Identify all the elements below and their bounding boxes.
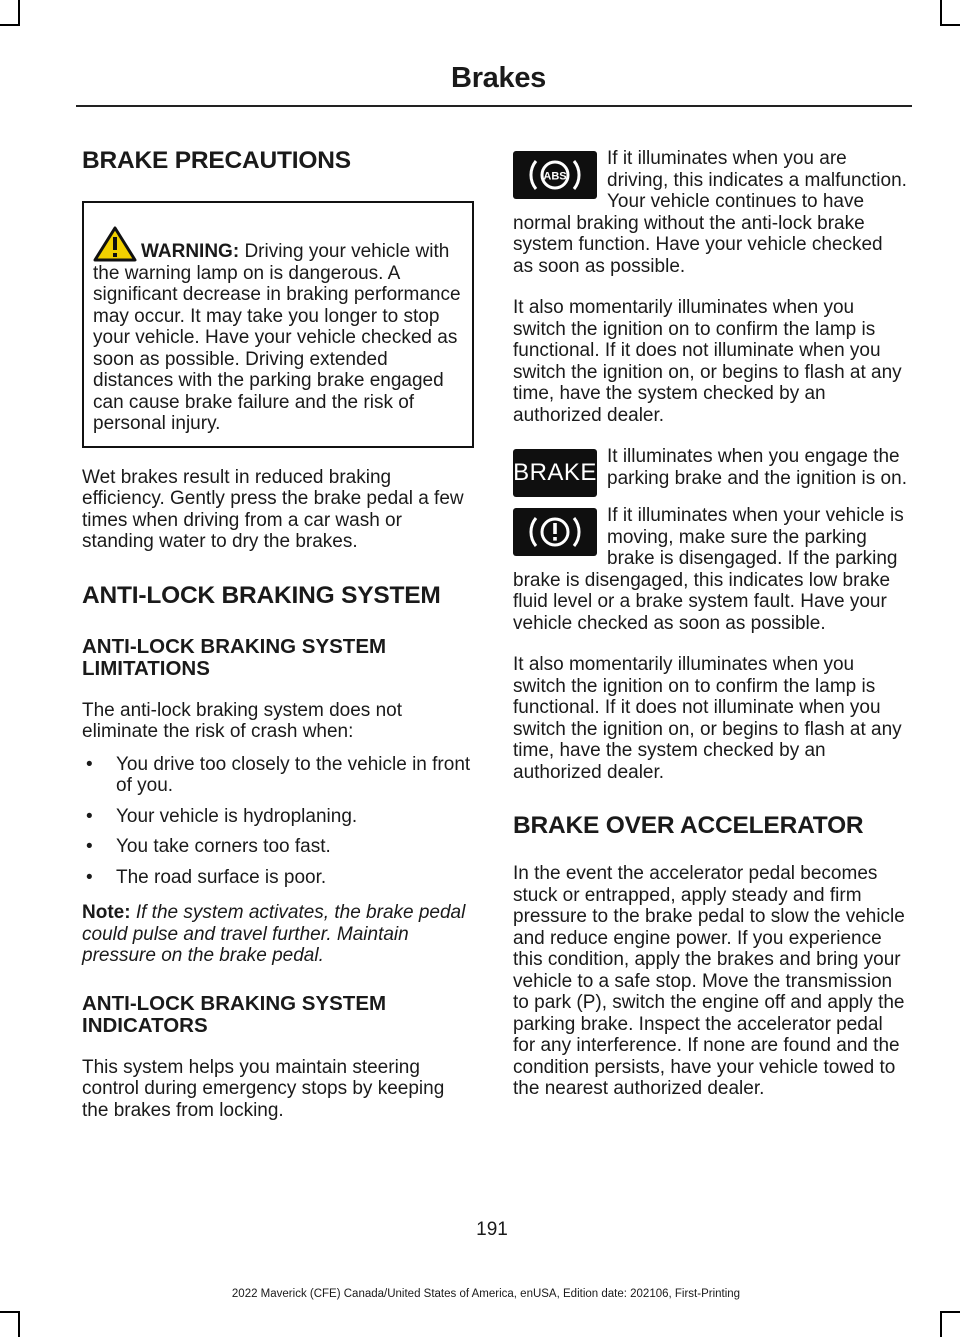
list-item: • You drive too closely to the vehicle in front of you. bbox=[86, 753, 471, 796]
warning-label: WARNING: bbox=[141, 241, 240, 262]
exclamation-circle-icon bbox=[524, 510, 586, 554]
edition-footer: 2022 Maverick (CFE) Canada/United States of America, enUSA, Edition date: 202106, First-Printing bbox=[231, 1288, 741, 1300]
brake-system-warning-lamp bbox=[513, 508, 597, 556]
svg-text:ABS: ABS bbox=[543, 170, 567, 183]
page-number: 191 bbox=[476, 1219, 508, 1240]
abs-lamp-paragraph: If it illuminates when you are driving, this indicates a malfunction. Your vehicle continues to have normal braking without the anti-lock brake system function. Have your vehicle checked as soon as possible. bbox=[513, 148, 907, 277]
crop-mark bbox=[940, 1311, 960, 1313]
heading-brake-precautions: BRAKE PRECAUTIONS bbox=[82, 147, 351, 174]
brake-lamp-block bbox=[513, 446, 907, 501]
warning-paragraph bbox=[93, 226, 463, 435]
wet-brakes-paragraph: Wet brakes result in reduced braking efficiency. Gently press the brake pedal a few times when driving from a car wash or standing water to dry the brakes. bbox=[82, 466, 464, 552]
brake-over-accelerator-paragraph: In the event the accelerator pedal becomes stuck or entrapped, apply steady and firm pressure to the brake pedal to slow the vehicle and reduce engine power. If you experience this condition, apply the brakes and bring your vehicle to a safe stop. Move the transmission to park (P), switch the engine off and apply the parking brake. Inspect the accelerator pedal for any interference. If none are found and the condition persists, have your vehicle towed to the nearest authorized dealer. bbox=[513, 863, 905, 1099]
crop-mark bbox=[940, 1311, 942, 1337]
abs-warning-lamp bbox=[513, 151, 597, 199]
left-column bbox=[82, 130, 474, 1121]
note-label: Note: bbox=[82, 902, 131, 923]
brake-lamp-paragraph: It illuminates when you engage the parking brake and the ignition is on. bbox=[607, 446, 907, 489]
crop-mark bbox=[940, 24, 960, 26]
brake-exclaim-block bbox=[513, 505, 907, 634]
brake-momentary-paragraph: It also momentarily illuminates when you switch the ignition on to confirm the lamp is functional. If it does not illuminate when you switch the ignition on, or begins to flash at any time, have the system checked by an authorized dealer. bbox=[513, 654, 902, 783]
limitations-intro: The anti-lock braking system does not eliminate the risk of crash when: bbox=[82, 699, 402, 742]
heading-anti-lock-braking-system: ANTI-LOCK BRAKING SYSTEM bbox=[82, 581, 441, 609]
list-item: • Your vehicle is hydroplaning. bbox=[86, 805, 358, 827]
heading-abs-indicators: ANTI-LOCK BRAKING SYSTEM INDICATORS bbox=[82, 991, 387, 1037]
warning-text: Driving your vehicle with the warning lamp on is dangerous. A significant decrease in braking performance may occur. It may take you longer to stop your vehicle. Have your vehicle checked as soon as possible. Driving extended distances with the parking brake engaged can cause brake failure and the risk of personal injury. bbox=[93, 241, 461, 434]
note-paragraph bbox=[82, 902, 474, 967]
bullet-dot: • bbox=[86, 866, 93, 888]
right-column bbox=[513, 148, 907, 1100]
heading-brake-over-accelerator: BRAKE OVER ACCELERATOR bbox=[513, 812, 864, 839]
abs-icon bbox=[524, 153, 586, 197]
bullet-dot: • bbox=[86, 805, 93, 827]
crop-mark bbox=[18, 1311, 20, 1337]
heading-abs-limitations: ANTI-LOCK BRAKING SYSTEM LIMITATIONS bbox=[82, 634, 387, 680]
crop-mark bbox=[0, 1311, 20, 1313]
crop-mark bbox=[940, 0, 942, 24]
warning-box bbox=[82, 201, 474, 448]
brake-moving-paragraph: If it illuminates when your vehicle is moving, make sure the parking brake is disengaged. If the parking brake is disengaged, this indicates low brake fluid level or a brake system fault. Have your vehicle checked as soon as possible. bbox=[513, 505, 904, 634]
list-item: • You take corners too fast. bbox=[86, 836, 331, 857]
abs-momentary-paragraph: It also momentarily illuminates when you switch the ignition on to confirm the lamp is functional. If it does not illuminate when you switch the ignition on, or begins to flash at any time, have the system checked by an authorized dealer. bbox=[513, 297, 902, 426]
list-item: • The road surface is poor. bbox=[86, 866, 327, 888]
limitations-list bbox=[82, 754, 474, 889]
crop-mark bbox=[18, 0, 20, 24]
header-divider bbox=[76, 105, 912, 107]
crop-mark bbox=[0, 24, 20, 26]
indicators-paragraph: This system helps you maintain steering control during emergency stops by keeping the brakes from locking. bbox=[82, 1056, 445, 1121]
page-title: Brakes bbox=[451, 62, 546, 94]
bullet-dot: • bbox=[86, 836, 93, 857]
bullet-dot: • bbox=[86, 753, 93, 775]
warning-triangle-icon bbox=[93, 226, 137, 262]
brake-icon: BRAKE bbox=[513, 459, 597, 486]
brake-warning-lamp bbox=[513, 449, 597, 497]
note-text: If the system activates, the brake pedal could pulse and travel further. Maintain pressure on the brake pedal. bbox=[82, 902, 466, 966]
